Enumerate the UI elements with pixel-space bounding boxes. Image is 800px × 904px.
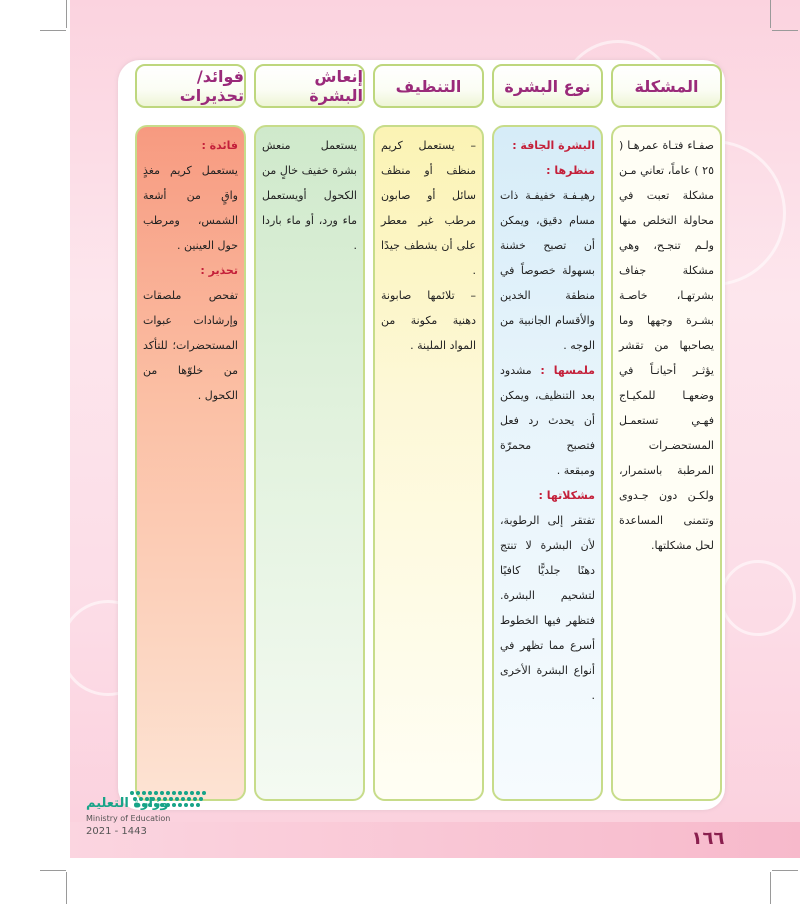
header-cleansing: التنظيف bbox=[373, 64, 484, 108]
crop-mark bbox=[66, 0, 67, 28]
header-problem: المشكلة bbox=[611, 64, 722, 108]
problem-text: صفـاء فتـاة عمرهـا ( ٢٥ ) عاماً، تعاني مـن مشكلة تعبت في محاولة التخلص منها ولـم تنجـح، وهي مشكلة جفاف بشرتهـا، خاصـة بشـرة وجهها وما يصاحبها من تقشر يؤثـر أحيانـاً في وضعهـا للمكيـاج فهـي تستعمـل المستحضـرات المرطبة باستمرار، ولكـن دون جـدوى وتتمنى المساعدة لحل مشكلتها. bbox=[619, 139, 714, 552]
crop-mark bbox=[772, 30, 798, 31]
toning-text: يستعمل منعش بشرة خفيف خالٍ من الكحول أويستعمل ماء ورد، أو ماء باردا . bbox=[262, 139, 357, 252]
header-toning: إنعاش البشرة bbox=[254, 64, 365, 108]
appearance-text: رهيـفـة خفيفـة ذات مسام دقيق، ويمكن أن تصبح خشنة بسهولة خصوصاً في منطقة الخدين والأقسام الجانبية من الوجه . bbox=[500, 189, 595, 352]
decor-bubble bbox=[720, 560, 796, 636]
benefit-label: فائدة : bbox=[201, 139, 238, 152]
column-benefits bbox=[135, 125, 246, 801]
appearance-label: منظرها : bbox=[546, 164, 595, 177]
ministry-name-arabic: وزارة التعليم bbox=[86, 796, 169, 811]
touch-label: ملمسها : bbox=[540, 364, 595, 377]
crop-mark bbox=[770, 872, 771, 904]
skin-type-title: البشرة الجافة : bbox=[512, 139, 595, 152]
problems-label: مشكلاتها : bbox=[538, 489, 595, 502]
cleansing-item-1: – يستعمل كريم منظف أو منظف سائل أو صابون مرطب غير معطر على أن يشطف جيدًا . bbox=[381, 139, 476, 277]
crop-mark bbox=[772, 870, 798, 871]
column-toning bbox=[254, 125, 365, 801]
cleansing-item-2: – تلائمها صابونة دهنية مكونة من المواد الملينة . bbox=[381, 289, 476, 352]
warning-label: تحذير : bbox=[200, 264, 238, 277]
crop-mark bbox=[40, 870, 66, 871]
touch-text: مشدود بعد التنظيف، ويمكن أن يحدث رد فعل فتصبح محمرّة ومبقعة . bbox=[500, 364, 595, 477]
header-skin-type: نوع البشرة bbox=[492, 64, 603, 108]
column-problem bbox=[611, 125, 722, 801]
crop-mark bbox=[66, 872, 67, 904]
header-benefits: فوائد/ تحذيرات bbox=[135, 64, 246, 108]
edition-year: 2021 - 1443 bbox=[86, 826, 147, 837]
benefit-text: يستعمل كريم مغذٍ واقٍ من أشعة الشمس، ومرطب حول العينين . bbox=[143, 164, 238, 252]
column-skin-type bbox=[492, 125, 603, 801]
ministry-name-english: Ministry of Education bbox=[86, 814, 171, 823]
page-number: ١٦٦ bbox=[691, 828, 725, 849]
crop-mark bbox=[770, 0, 771, 28]
warning-text: تفحص ملصقات وإرشادات عبوات المستحضرات؛ للتأكد من خلوّها من الكحول . bbox=[143, 289, 238, 402]
crop-mark bbox=[40, 30, 66, 31]
problems-text: تفتقر إلى الرطوبة، لأن البشرة لا تنتج دهنًا جلديًّا كافيًا لتشحيم البشرة. فتظهر فيها الخطوط أسرع مما تظهر في أنواع البشرة الأخرى . bbox=[500, 514, 595, 702]
column-cleansing bbox=[373, 125, 484, 801]
